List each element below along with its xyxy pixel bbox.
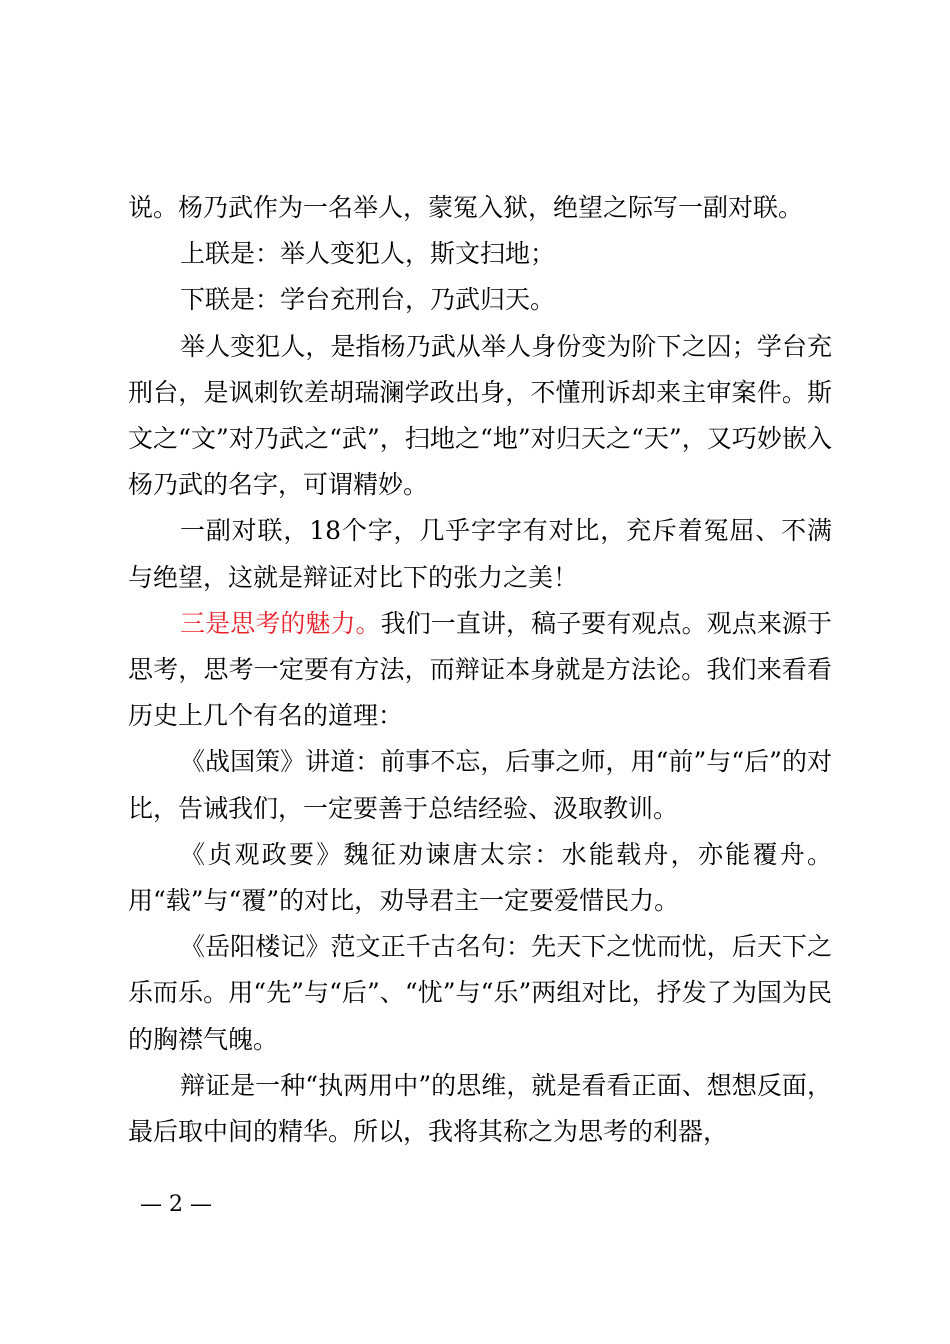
paragraph-text: 说。杨乃武作为一名举人，蒙冤入狱，绝望之际写一副对联。 — [128, 193, 804, 222]
paragraph-zhanguoce — [128, 739, 832, 831]
paragraph-text: 一副对联，18个字，几乎字字有对比，充斥着冤屈、不满与绝望，这就是辩证对比下的张力之美！ — [128, 516, 832, 592]
paragraph-dialectic-thinking — [128, 1063, 832, 1155]
page-number: — 2 — — [140, 1192, 212, 1217]
paragraph-text: 辩证是一种“执两用中”的思维，就是看看正面、想想反面，最后取中间的精华。所以，我将其称之为思考的利器， — [128, 1070, 832, 1147]
paragraph-zhenguanzhengyao — [128, 832, 832, 924]
paragraph-text: 《贞观政要》魏征劝谏唐太宗：水能载舟，亦能覆舟。用“载”与“覆”的对比，劝导君主一定要爱惜民力。 — [128, 839, 832, 916]
paragraph-text: 我们一直讲，稿子要有观点。观点来源于思考，思考一定要有方法，而辩证本身就是方法论。我们来看看历史上几个有名的道理： — [128, 608, 832, 731]
paragraph-yueyanglouji — [128, 924, 832, 1063]
paragraph-lower-couplet — [128, 277, 832, 323]
document-body — [128, 185, 832, 1155]
paragraph-text: 下联是：学台充刑台，乃武归天。 — [180, 285, 556, 315]
paragraph-text: 《战国策》讲道：前事不忘，后事之师，用“前”与“后”的对比，告诫我们，一定要善于总结经验、汲取教训。 — [128, 747, 832, 823]
paragraph-upper-couplet — [128, 231, 832, 277]
paragraph-continuation — [128, 185, 832, 231]
paragraph-text: 上联是：举人变犯人，斯文扫地； — [180, 239, 556, 269]
paragraph-couplet-summary — [128, 508, 832, 600]
section-heading-highlight: 三是思考的魅力。 — [180, 608, 381, 638]
paragraph-section-three — [128, 601, 832, 740]
paragraph-couplet-explanation — [128, 324, 832, 509]
paragraph-text: 举人变犯人，是指杨乃武从举人身份变为阶下之囚；学台充刑台，是讽刺钦差胡瑞澜学政出身，不懂刑诉却来主审案件。斯文之“文”对乃武之“武”，扫地之“地”对归天之“天”，又巧妙嵌入杨乃武的名字，可谓精妙。 — [128, 331, 832, 500]
paragraph-text: 《岳阳楼记》范文正千古名句：先天下之忧而忧，后天下之乐而乐。用“先”与“后”、“忧”与“乐”两组对比，抒发了为国为民的胸襟气魄。 — [128, 932, 832, 1054]
